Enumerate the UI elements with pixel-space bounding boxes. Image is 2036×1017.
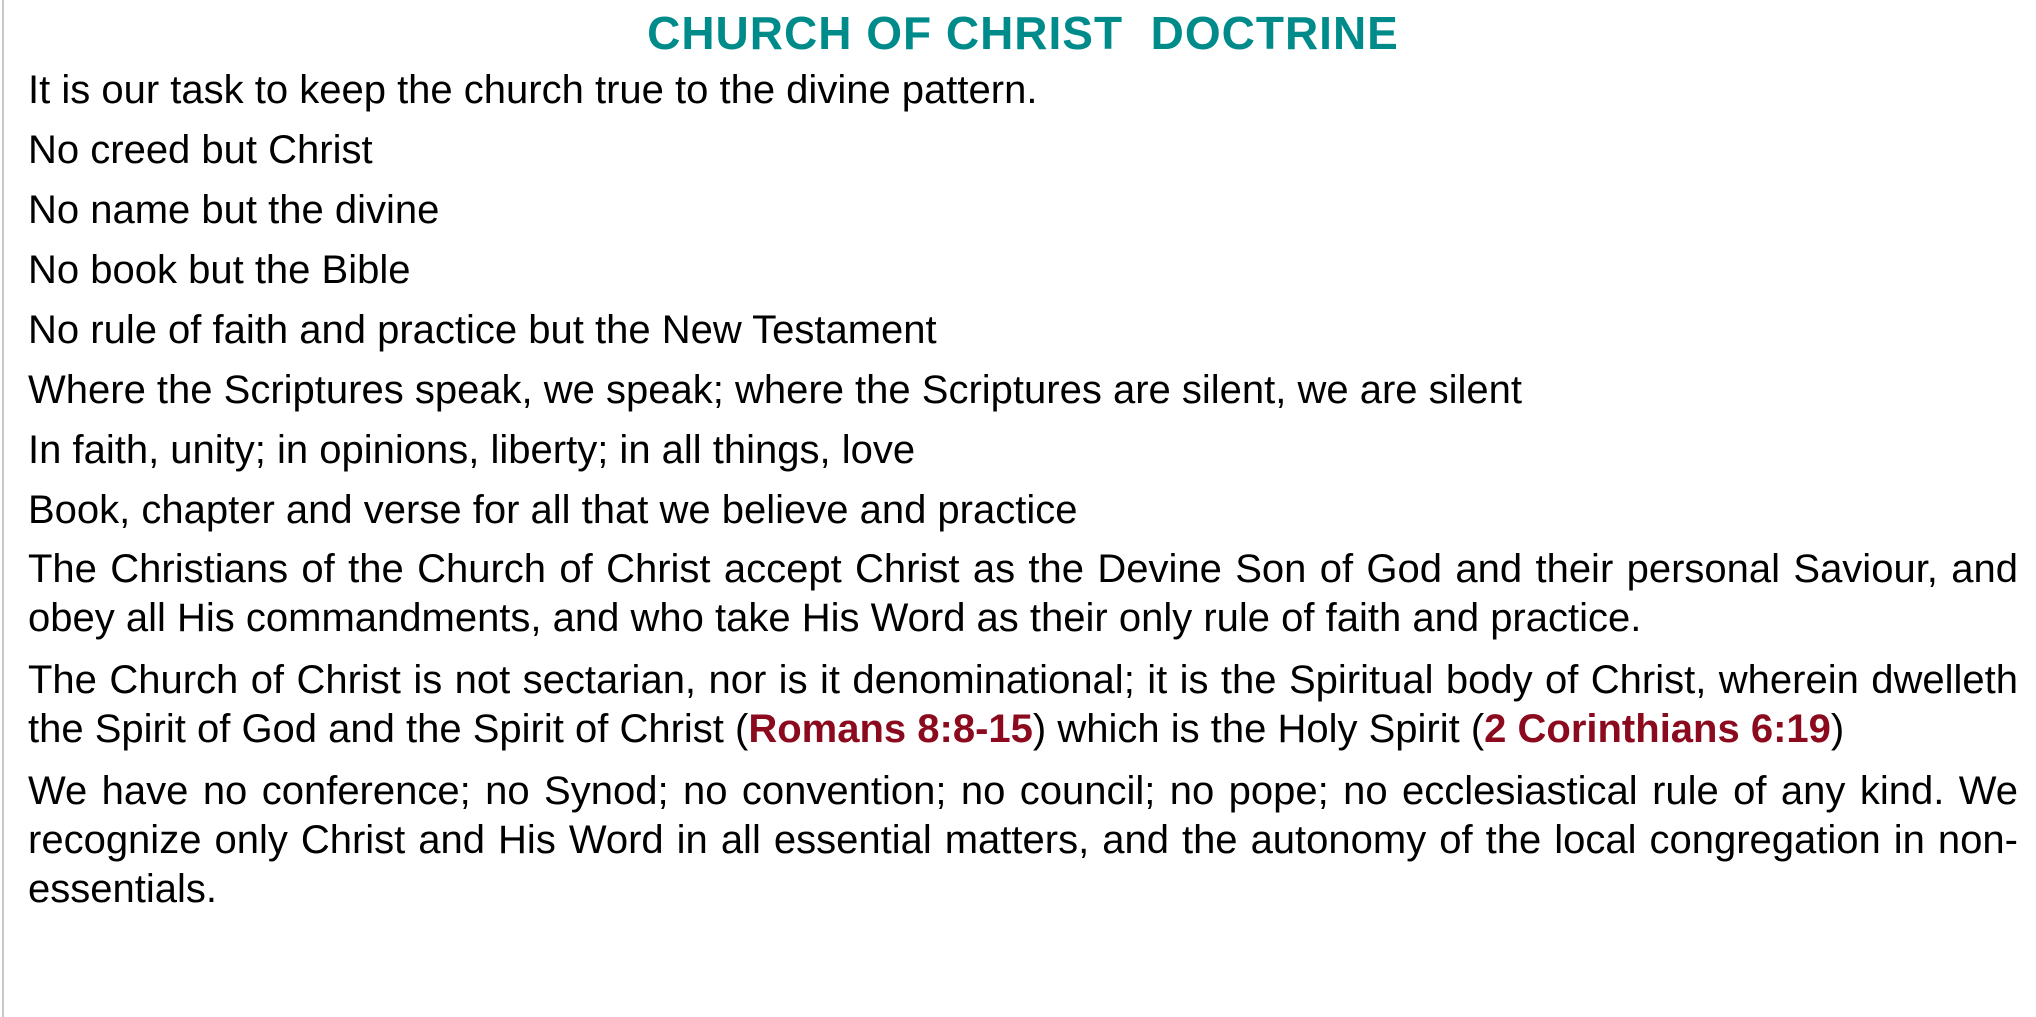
left-border-rule [2,0,4,1017]
paragraph-church [28,656,2018,754]
doctrine-line: No book but the Bible [28,248,411,292]
scripture-reference-corinthians: 2 Corinthians 6:19 [1484,707,1831,751]
doctrine-line: Book, chapter and verse for all that we believe and practice [28,488,1078,532]
doctrine-line: No creed but Christ [28,128,373,172]
paragraph-church-text: The Church of Christ is not sectarian, nor is it denominational; it is the Spiritual body of Christ, wherein dwelleth the Spirit of God and the Spirit of Christ ( [28,658,2018,751]
doctrine-line: In faith, unity; in opinions, liberty; in all things, love [28,428,916,472]
document-page [28,0,2018,927]
page-title: CHURCH OF CHRIST DOCTRINE [647,7,1399,59]
paragraph-christians: The Christians of the Church of Christ accept Christ as the Devine Son of God and their personal Saviour, and obey all His commandments, and who take His Word as their only rule of faith and practice. [28,547,2018,640]
doctrine-line: Where the Scriptures speak, we speak; where the Scriptures are silent, we are silent [28,368,1523,412]
doctrine-line: No name but the divine [28,188,440,232]
doctrine-line: No rule of faith and practice but the New Testament [28,308,937,352]
paragraph-conference: We have no conference; no Synod; no convention; no council; no pope; no ecclesiastical rule of any kind. We recognize only Christ and His Word in all essential matters, and the autonomy of the local congregation in non-essentials. [28,769,2018,911]
doctrine-line: It is our task to keep the church true to the divine pattern. [28,68,1038,112]
paragraph-church-text: ) [1830,707,1845,751]
paragraph-church-text: ) which is the Holy Spirit ( [1032,707,1485,751]
scripture-reference-romans: Romans 8:8-15 [748,707,1033,751]
